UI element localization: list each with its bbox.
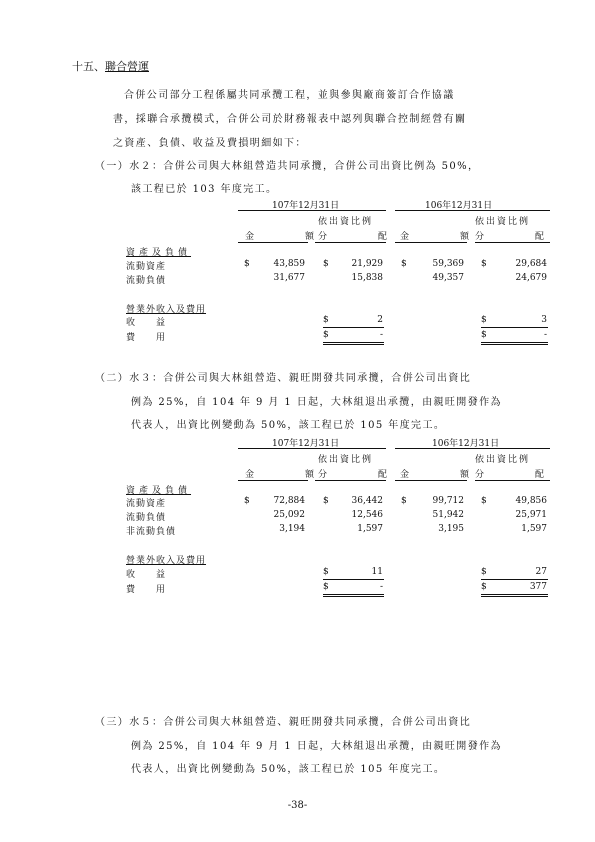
item2-row3-c3: 3,195 (438, 524, 464, 534)
item2-group1: 資產及負債 (126, 486, 192, 496)
item1-row1-label: 流動資產 (126, 262, 167, 272)
item1-line-1: （一）水２：合併公司與大林組營造共同承攬，合併公司出資比例為 50%， (95, 161, 480, 172)
item1-row1-c4: 29,684 (515, 259, 547, 269)
item1-income-rule-2 (481, 327, 548, 328)
dollar-sign: $ (481, 330, 487, 340)
item2-line-2: 例為 25%，自 104 年 9 月 1 日起，大林組退出承攬，由親旺開發作為 (131, 397, 502, 408)
item1-period2: 106年12月31日 (425, 201, 493, 211)
item1-line-2: 該工程已於 103 年度完工。 (131, 184, 278, 195)
item2-row3-c1: 3,194 (279, 524, 305, 534)
item1-ratio-bottom-2: 分 配 (475, 232, 551, 242)
intro-line-2: 書，採聯合承攬模式，合併公司於財務報表中認列與聯合控制經營有關 (113, 114, 467, 125)
item2-income-c4: 27 (535, 567, 547, 577)
item2-ratio-top-1: 依出資比例 (318, 455, 374, 465)
item1-period1: 107年12月31日 (272, 201, 340, 211)
item2-expense-rule-1b (323, 596, 384, 597)
item2-period1-rule (238, 448, 386, 449)
item2-period2: 106年12月31日 (432, 439, 500, 449)
item1-ratio-bottom-1: 分 配 (318, 232, 394, 242)
item2-row2-c3: 51,942 (432, 510, 464, 520)
item1-period1-rule (238, 210, 386, 211)
item1-col-rule-2 (315, 242, 386, 243)
item1-row1-c1: 43,859 (273, 259, 305, 269)
item1-row1-c2: 21,929 (351, 259, 383, 269)
item3-line-3: 代表人，出資比例變動為 50%，該工程已於 105 年度完工。 (131, 764, 446, 775)
item2-col-rule-2 (315, 480, 386, 481)
item1-expense-c4: - (543, 330, 547, 340)
item1-group1: 資產及負債 (126, 248, 192, 258)
section-number: 十五、 (72, 60, 105, 73)
item1-income-c4: 3 (541, 315, 547, 325)
dollar-sign: $ (323, 567, 329, 577)
item1-income-rule-1 (323, 327, 384, 328)
item1-expense-rule-2b (481, 344, 548, 345)
item1-row2-label: 流動負債 (126, 276, 167, 286)
item1-ratio-top-1: 依出資比例 (318, 217, 374, 227)
dollar-sign: $ (481, 259, 487, 269)
item1-col-rule-4 (475, 242, 550, 243)
item2-period1: 107年12月31日 (272, 439, 340, 449)
item2-row1-c4: 49,856 (515, 496, 547, 506)
item1-amount-2: 金 額 (400, 232, 476, 242)
dollar-sign: $ (244, 259, 250, 269)
dollar-sign: $ (323, 315, 329, 325)
item2-row1-c3: 99,712 (432, 496, 464, 506)
item2-col-rule-1 (238, 480, 308, 481)
item1-expense-c2: - (379, 330, 383, 340)
item2-expense-label: 費 用 (126, 585, 167, 595)
item2-ratio-top-2: 依出資比例 (475, 455, 531, 465)
intro-line-1: 合併公司部分工程係屬共同承攬工程，並與參與廠商簽訂合作協議 (124, 90, 455, 101)
item2-row1-label: 流動資產 (126, 499, 167, 509)
dollar-sign: $ (323, 330, 329, 340)
dollar-sign: $ (323, 259, 329, 269)
item2-expense-c2: - (379, 582, 383, 592)
section-title: 聯合營運 (105, 60, 149, 73)
item2-row3-c4: 1,597 (521, 524, 547, 534)
item3-line-2: 例為 25%，自 104 年 9 月 1 日起，大林組退出承攬，由親旺開發作為 (131, 741, 502, 752)
item2-amount-2: 金 額 (400, 470, 476, 480)
item2-row3-c2: 1,597 (357, 524, 383, 534)
dollar-sign: $ (244, 496, 250, 506)
item2-col-rule-4 (475, 480, 550, 481)
item2-income-c2: 11 (371, 567, 383, 577)
item1-row2-c2: 15,838 (351, 273, 383, 283)
page-number: -38- (287, 800, 308, 811)
item2-line-3: 代表人，出資比例變動為 50%，該工程已於 105 年度完工。 (131, 420, 446, 431)
item2-expense-rule-1 (323, 594, 384, 595)
item1-ratio-top-2: 依出資比例 (475, 217, 531, 227)
item2-ratio-bottom-1: 分 配 (318, 470, 394, 480)
item1-row2-c1: 31,677 (273, 273, 305, 283)
item2-expense-rule-2 (481, 594, 548, 595)
item2-row2-c1: 25,092 (273, 510, 305, 520)
dollar-sign: $ (323, 496, 329, 506)
item1-row2-c4: 24,679 (515, 273, 547, 283)
item2-expense-c4: 377 (529, 582, 547, 592)
dollar-sign: $ (481, 496, 487, 506)
item1-expense-rule-2 (481, 342, 548, 343)
item1-income-c2: 2 (377, 315, 383, 325)
item2-line-1: （二）水３：合併公司與大林組營造、親旺開發共同承攬，合併公司出資比 (95, 373, 472, 384)
item2-income-rule-2 (481, 579, 548, 580)
item2-row1-c2: 36,442 (351, 496, 383, 506)
section-heading (72, 58, 149, 74)
item2-income-rule-1 (323, 579, 384, 580)
item2-ratio-bottom-2: 分 配 (475, 470, 551, 480)
item2-amount-1: 金 額 (245, 470, 321, 480)
item2-row2-c4: 25,971 (515, 510, 547, 520)
item1-expense-rule-1 (323, 342, 384, 343)
item2-group2: 營業外收入及費用 (126, 556, 207, 566)
item3-line-1: （三）水５：合併公司與大林組營造、親旺開發共同承攬，合併公司出資比 (95, 717, 472, 728)
dollar-sign: $ (401, 496, 407, 506)
item2-row2-label: 流動負債 (126, 513, 167, 523)
dollar-sign: $ (481, 315, 487, 325)
item2-income-label: 收 益 (126, 570, 167, 580)
dollar-sign: $ (481, 582, 487, 592)
item1-period2-rule (395, 210, 550, 211)
item2-col-rule-3 (395, 480, 467, 481)
item2-period2-rule (395, 448, 550, 449)
item1-income-label: 收 益 (126, 318, 167, 328)
item1-amount-1: 金 額 (245, 232, 321, 242)
item1-col-rule-3 (395, 242, 467, 243)
item1-row1-c3: 59,369 (432, 259, 464, 269)
dollar-sign: $ (323, 582, 329, 592)
dollar-sign: $ (481, 567, 487, 577)
item1-row2-c3: 49,357 (432, 273, 464, 283)
item2-row2-c2: 12,546 (351, 510, 383, 520)
item1-expense-label: 費 用 (126, 333, 167, 343)
intro-line-3: 之資產、負債、收益及費損明細如下： (113, 138, 307, 149)
item1-expense-rule-1b (323, 344, 384, 345)
item1-col-rule-1 (238, 242, 308, 243)
dollar-sign: $ (401, 259, 407, 269)
item2-expense-rule-2b (481, 596, 548, 597)
item2-row1-c1: 72,884 (273, 496, 305, 506)
item2-row3-label: 非流動負債 (126, 527, 177, 537)
item1-group2: 營業外收入及費用 (126, 305, 207, 315)
